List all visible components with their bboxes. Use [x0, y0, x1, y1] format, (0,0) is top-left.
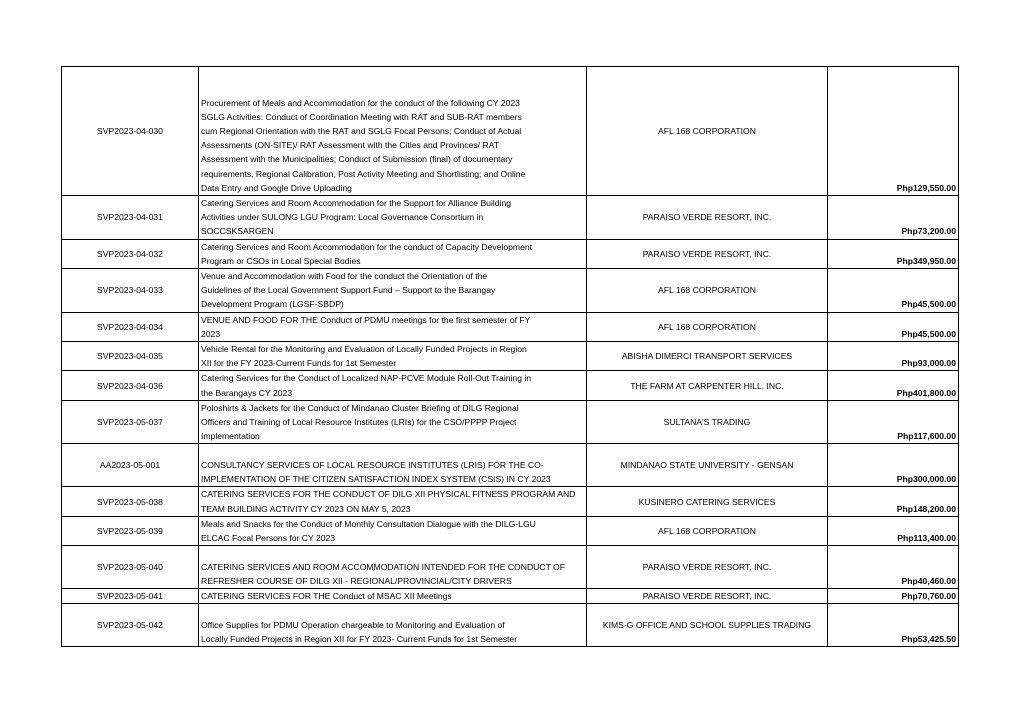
contract-amount: Php40,460.00 [828, 546, 959, 589]
contract-amount: Php129,550.00 [828, 67, 959, 196]
description: CATERING SERVICES AND ROOM ACCOMMODATION INTENDED FOR THE CONDUCT OF REFRESHER COURSE OF DILG XII - REGIONAL/PROVINCIAL/CITY DRIVERS [199, 546, 587, 589]
table-row [62, 67, 959, 196]
supplier-name: PARAISO VERDE RESORT, INC. [587, 546, 828, 589]
reference-number: SVP2023-05-041 [62, 589, 199, 604]
supplier-name: PARAISO VERDE RESORT, INC. [587, 196, 828, 240]
description: Meals and Snacks for the Conduct of Monthly Consultation Dialogue with the DILG-LGU ELCAC Focal Persons for CY 2023 [199, 516, 587, 545]
description: CATERING SERVICES FOR THE CONDUCT OF DILG XII PHYSICAL FITNESS PROGRAM AND TEAM BUILDING ACTIVITY CY 2023 ON MAY 5, 2023 [199, 487, 587, 516]
table-row [62, 269, 959, 313]
supplier-name: AFL 168 CORPORATION [587, 269, 828, 313]
description: CATERING SERVICES FOR THE Conduct of MSAC XII Meetings [199, 589, 587, 604]
description: Catering Services for the Conduct of Localized NAP-PCVE Module Roll-Out Training in the Barangays CY 2023 [199, 371, 587, 400]
table-row [62, 444, 959, 487]
supplier-name: PARAISO VERDE RESORT, INC. [587, 589, 828, 604]
contract-amount: Php53,425.50 [828, 604, 959, 647]
supplier-name: AFL 168 CORPORATION [587, 67, 828, 196]
contract-amount: Php148,200.00 [828, 487, 959, 516]
table-row [62, 400, 959, 444]
reference-number: SVP2023-04-031 [62, 196, 199, 240]
description: Procurement of Meals and Accommodation for the conduct of the following CY 2023 SGLG Activities: Conduct of Coordination Meeting with RAT and SUB-RAT members cum Regional Orientation with the RAT and SGLG Focal Persons; Conduct of Actual Assessments (ON-SITE)/ RAT Assessment with the Cities and Provinces/ RAT Assessment with the Municipalities; Conduct of Submission (final) of documentary requirements, Regional Calibration, Post Activity Meeting and Shortlisting; and Online Data Entry and Google Drive Uploading [199, 67, 587, 196]
description: Vehicle Rental for the Monitoring and Evaluation of Locally Funded Projects in Region XII for the FY 2023-Current Funds for 1st Semester [199, 342, 587, 371]
description: Office Supplies for PDMU Operation chargeable to Monitoring and Evaluation of Locally Funded Projects in Region XII for FY 2023- Current Funds for 1st Semester [199, 604, 587, 647]
reference-number: SVP2023-04-033 [62, 269, 199, 313]
description: Venue and Accommodation with Food for the conduct the Orientation of the Guidelines of the Local Government Support Fund – Support to the Barangay Development Program (LGSF-SBDP) [199, 269, 587, 313]
contract-amount: Php117,600.00 [828, 400, 959, 444]
reference-number: SVP2023-04-030 [62, 67, 199, 196]
contract-amount: Php45,500.00 [828, 312, 959, 341]
table-row [62, 604, 959, 647]
table-row [62, 239, 959, 268]
reference-number: SVP2023-04-032 [62, 239, 199, 268]
supplier-name: AFL 168 CORPORATION [587, 516, 828, 545]
supplier-name: PARAISO VERDE RESORT, INC. [587, 239, 828, 268]
table-row [62, 516, 959, 545]
procurement-table [61, 66, 959, 647]
reference-number: SVP2023-05-042 [62, 604, 199, 647]
supplier-name: KUSINERO CATERING SERVICES [587, 487, 828, 516]
table-row [62, 487, 959, 516]
reference-number: SVP2023-04-034 [62, 312, 199, 341]
reference-number: SVP2023-05-038 [62, 487, 199, 516]
supplier-name: SULTANA'S TRADING [587, 400, 828, 444]
description: Catering Services and Room Accommodation for the conduct of Capacity Development Program or CSOs in Local Special Bodies [199, 239, 587, 268]
supplier-name: ABISHA DIMERCI TRANSPORT SERVICES [587, 342, 828, 371]
description: CONSULTANCY SERVICES OF LOCAL RESOURCE INSTITUTES (LRIS) FOR THE CO- IMPLEMENTATION OF THE CITIZEN SATISFACTION INDEX SYSTEM (CSIS) IN CY 2023 [199, 444, 587, 487]
supplier-name: MINDANAO STATE UNIVERSITY - GENSAN [587, 444, 828, 487]
reference-number: SVP2023-05-039 [62, 516, 199, 545]
table-row [62, 342, 959, 371]
reference-number: SVP2023-04-036 [62, 371, 199, 400]
reference-number: SVP2023-04-035 [62, 342, 199, 371]
description: Poloshirts & Jackets for the Conduct of Mindanao Cluster Briefing of DILG Regional Officers and Training of Local Resource Institutes (LRIs) for the CSO/PPPP Project Implementation [199, 400, 587, 444]
contract-amount: Php93,000.00 [828, 342, 959, 371]
supplier-name: AFL 168 CORPORATION [587, 312, 828, 341]
contract-amount: Php70,760.00 [828, 589, 959, 604]
table-row [62, 312, 959, 341]
reference-number: SVP2023-05-040 [62, 546, 199, 589]
supplier-name: KIMS-G OFFICE AND SCHOOL SUPPLIES TRADING [587, 604, 828, 647]
supplier-name: THE FARM AT CARPENTER HILL. INC. [587, 371, 828, 400]
contract-amount: Php401,800.00 [828, 371, 959, 400]
contract-amount: Php45,500.00 [828, 269, 959, 313]
description: Catering Services and Room Accommodation for the Support for Alliance Building Activities under SULONG LGU Program: Local Governance Consortium in SOCCSKSARGEN [199, 196, 587, 240]
description: VENUE AND FOOD FOR THE Conduct of PDMU meetings for the first semester of FY 2023 [199, 312, 587, 341]
reference-number: AA2023-05-001 [62, 444, 199, 487]
table-row [62, 589, 959, 604]
table-row [62, 371, 959, 400]
table-row [62, 546, 959, 589]
contract-amount: Php349,950.00 [828, 239, 959, 268]
reference-number: SVP2023-05-037 [62, 400, 199, 444]
contract-amount: Php300,000.00 [828, 444, 959, 487]
contract-amount: Php73,200.00 [828, 196, 959, 240]
contract-amount: Php113,400.00 [828, 516, 959, 545]
table-row [62, 196, 959, 240]
